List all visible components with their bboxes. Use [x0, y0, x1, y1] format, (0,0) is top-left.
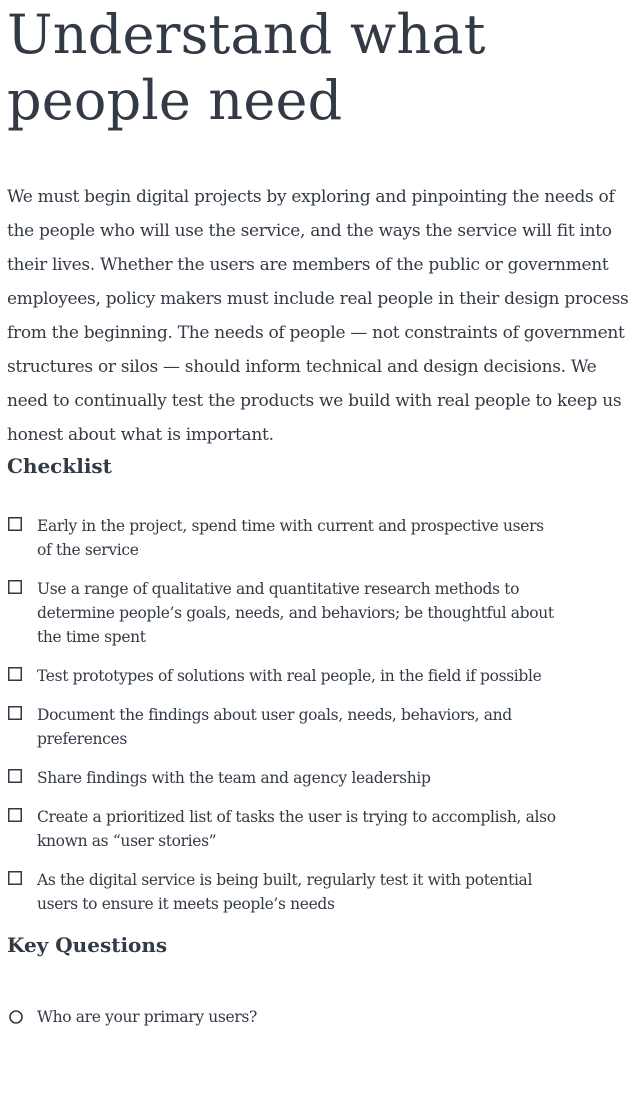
checklist-item[interactable]: [7, 577, 557, 649]
checklist: [7, 514, 637, 916]
checkbox-icon[interactable]: [8, 769, 22, 783]
checklist-item-label: Create a prioritized list of tasks the user is trying to accomplish, also known as “user stories”: [37, 808, 556, 850]
checklist-item[interactable]: [7, 868, 557, 916]
checklist-item-label: Document the findings about user goals, needs, behaviors, and preferences: [37, 706, 512, 748]
checkbox-icon[interactable]: [8, 706, 22, 720]
checklist-item[interactable]: [7, 514, 557, 562]
key-question-item: [7, 1005, 637, 1029]
checklist-heading: Checklist: [7, 454, 112, 478]
key-questions-list: [7, 1005, 637, 1029]
circle-icon: [9, 1010, 23, 1024]
checklist-item[interactable]: [7, 805, 557, 853]
checklist-item-label: Early in the project, spend time with current and prospective users of the service: [37, 517, 544, 559]
checkbox-icon[interactable]: [8, 667, 22, 681]
checkbox-icon[interactable]: [8, 517, 22, 531]
checkbox-icon[interactable]: [8, 808, 22, 822]
page-title: Understand what people need: [7, 3, 486, 132]
checklist-item-label: As the digital service is being built, regularly test it with potential users to ensure it meets people’s needs: [37, 871, 533, 913]
checklist-item-label: Use a range of qualitative and quantitative research methods to determine people’s goals, needs, and behaviors; be thoughtful about the time spent: [37, 580, 554, 646]
key-questions-heading: Key Questions: [7, 933, 168, 957]
checklist-item[interactable]: [7, 703, 557, 751]
key-question-label: Who are your primary users?: [37, 1008, 257, 1026]
intro-paragraph: We must begin digital projects by exploring and pinpointing the needs of the people who will use the service, and the ways the service will fit into their lives. Whether the users are members of the public or government employees, policy makers must include real people in their design process from the beginning. The needs of people — not constraints of government structures or silos — should inform technical and design decisions. We need to continually test the products we build with real people to keep us honest about what is important.: [7, 187, 629, 445]
checklist-item[interactable]: [7, 664, 557, 688]
checklist-item-label: Test prototypes of solutions with real people, in the field if possible: [37, 667, 542, 685]
checkbox-icon[interactable]: [8, 871, 22, 885]
checklist-item-label: Share findings with the team and agency leadership: [37, 769, 431, 787]
page-content: [7, 0, 637, 1029]
checkbox-icon[interactable]: [8, 580, 22, 594]
checklist-item[interactable]: [7, 766, 557, 790]
